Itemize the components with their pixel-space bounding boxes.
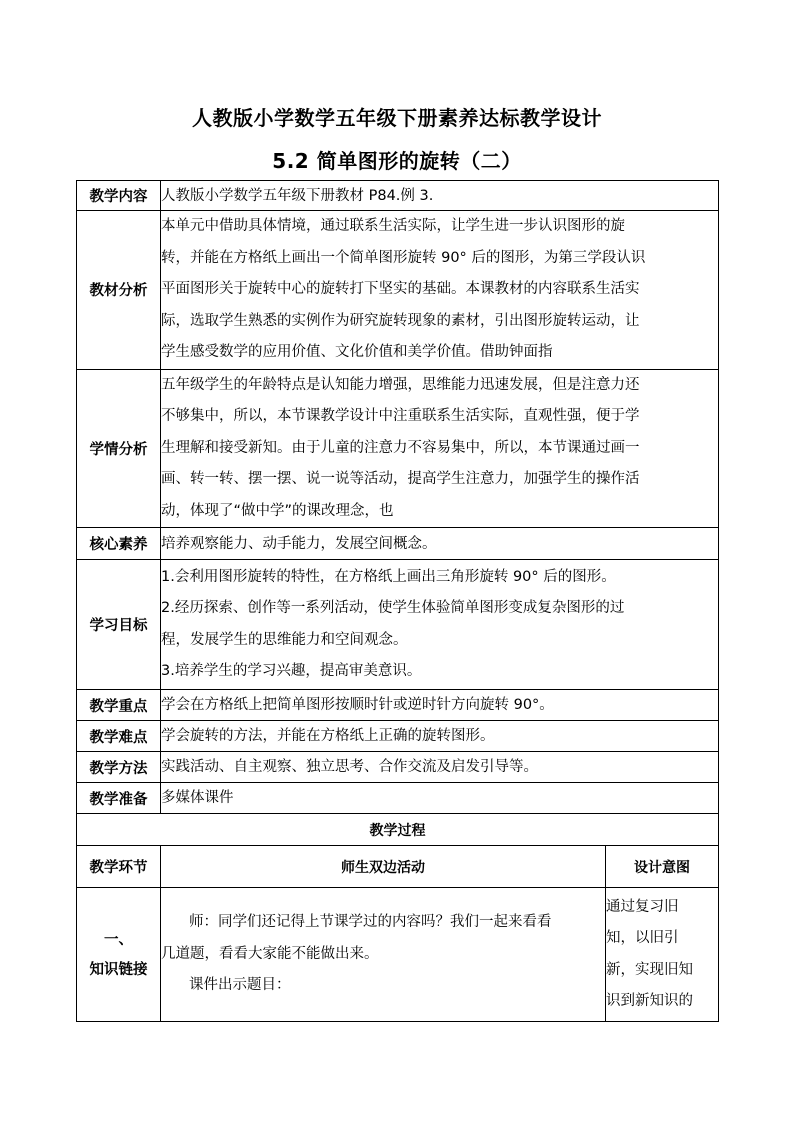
- stage-1-activity: [161, 888, 606, 1022]
- header-stage: 教学环节: [77, 846, 161, 888]
- value-teaching-method: 实践活动、自主观察、独立思考、合作交流及启发引导等。: [161, 752, 719, 783]
- document-title: 人教版小学数学五年级下册素养达标教学设计: [192, 106, 602, 130]
- analysis-line: 学生感受数学的应用价值、文化价值和美学价值。借助钟面指: [161, 344, 553, 360]
- goal-item: 1.会利用图形旋转的特性，在方格纸上画出三角形旋转 90° 后的图形。: [161, 568, 616, 585]
- label-teaching-method: 教学方法: [77, 752, 161, 783]
- row-process-columns: [77, 846, 719, 888]
- label-core-literacy: 核心素养: [77, 528, 161, 560]
- learner-line: 五年级学生的年龄特点是认知能力增强，思维能力迅速发展，但是注意力还: [161, 376, 640, 393]
- goal-item: 2.经历探索、创作等一系列活动，使学生体验简单图形变成复杂图形的过: [161, 600, 625, 616]
- row-key-point: [77, 690, 719, 721]
- row-teaching-prep: [77, 783, 719, 814]
- goal-item: 3.培养学生的学习兴趣，提高审美意识。: [161, 663, 422, 679]
- row-teaching-content: [77, 181, 719, 211]
- value-material-analysis: [161, 211, 719, 370]
- header-intent: 设计意图: [606, 846, 719, 888]
- label-teaching-content: 教学内容: [77, 181, 161, 211]
- intent-line: 知，以旧引: [606, 930, 679, 946]
- row-process-heading: [77, 814, 719, 846]
- learner-line: 动，体现了“做中学”的课改理念，也: [161, 502, 394, 519]
- row-difficult-point: [77, 721, 719, 752]
- intent-line: 新，实现旧知: [606, 961, 693, 978]
- analysis-line: 平面图形关于旋转中心的旋转打下坚实的基础。本课教材的内容联系生活实: [161, 281, 640, 297]
- value-teaching-prep: 多媒体课件: [161, 783, 719, 814]
- activity-line: 课件出示题目：: [189, 977, 291, 994]
- stage-1-label: [77, 888, 161, 1022]
- row-teaching-method: [77, 752, 719, 783]
- stage-1-number: 一、: [104, 931, 133, 948]
- value-difficult-point: 学会旋转的方法，并能在方格纸上正确的旋转图形。: [161, 721, 719, 752]
- label-material-analysis: 教材分析: [77, 211, 161, 370]
- analysis-line: 际，选取学生熟悉的实例作为研究旋转现象的素材，引出图形旋转运动，让: [161, 312, 640, 329]
- process-heading: 教学过程: [77, 814, 719, 846]
- value-teaching-content: 人教版小学数学五年级下册教材 P84.例 3.: [161, 181, 719, 211]
- label-difficult-point: 教学难点: [77, 721, 161, 752]
- value-learner-analysis: [161, 369, 719, 528]
- label-key-point: 教学重点: [77, 690, 161, 721]
- value-core-literacy: 培养观察能力、动手能力，发展空间概念。: [161, 528, 719, 560]
- stage-1-name: 知识链接: [89, 961, 148, 978]
- activity-line: 几道题，看看大家能不能做出来。: [161, 945, 379, 962]
- learner-line: 画、转一转、摆一摆、说一说等活动，提高学生注意力，加强学生的操作活: [161, 471, 640, 487]
- label-teaching-prep: 教学准备: [77, 783, 161, 814]
- intent-line: 通过复习旧: [606, 898, 679, 915]
- row-material-analysis: [77, 211, 719, 370]
- value-key-point: 学会在方格纸上把简单图形按顺时针或逆时针方向旋转 90°。: [161, 690, 719, 721]
- stage-1-intent: [606, 888, 719, 1022]
- intent-line: 识到新知识的: [606, 993, 693, 1009]
- lesson-title: 5.2 简单图形的旋转（二）: [272, 149, 522, 173]
- learner-line: 不够集中，所以，本节课教学设计中注重联系生活实际，直观性强，便于学: [161, 408, 640, 424]
- label-learner-analysis: 学情分析: [77, 369, 161, 528]
- label-learning-goals: 学习目标: [77, 560, 161, 690]
- row-learning-goals: [77, 560, 719, 690]
- learner-line: 生理解和接受新知。由于儿童的注意力不容易集中，所以，本节课通过画一: [161, 439, 640, 456]
- activity-line: 师：同学们还记得上节课学过的内容吗？我们一起来看看: [189, 914, 552, 931]
- analysis-line: 转，并能在方格纸上画出一个简单图形旋转 90° 后的图形，为第三学段认识: [161, 249, 646, 266]
- row-stage-1: [77, 888, 719, 1022]
- goal-item: 程，发展学生的思维能力和空间观念。: [161, 631, 408, 648]
- row-learner-analysis: [77, 369, 719, 528]
- analysis-line: 本单元中借助具体情境，通过联系生活实际，让学生进一步认识图形的旋: [161, 218, 625, 234]
- row-core-literacy: [77, 528, 719, 560]
- lesson-plan-table: [76, 180, 719, 1022]
- header-activity: 师生双边活动: [161, 846, 606, 888]
- value-learning-goals: [161, 560, 719, 690]
